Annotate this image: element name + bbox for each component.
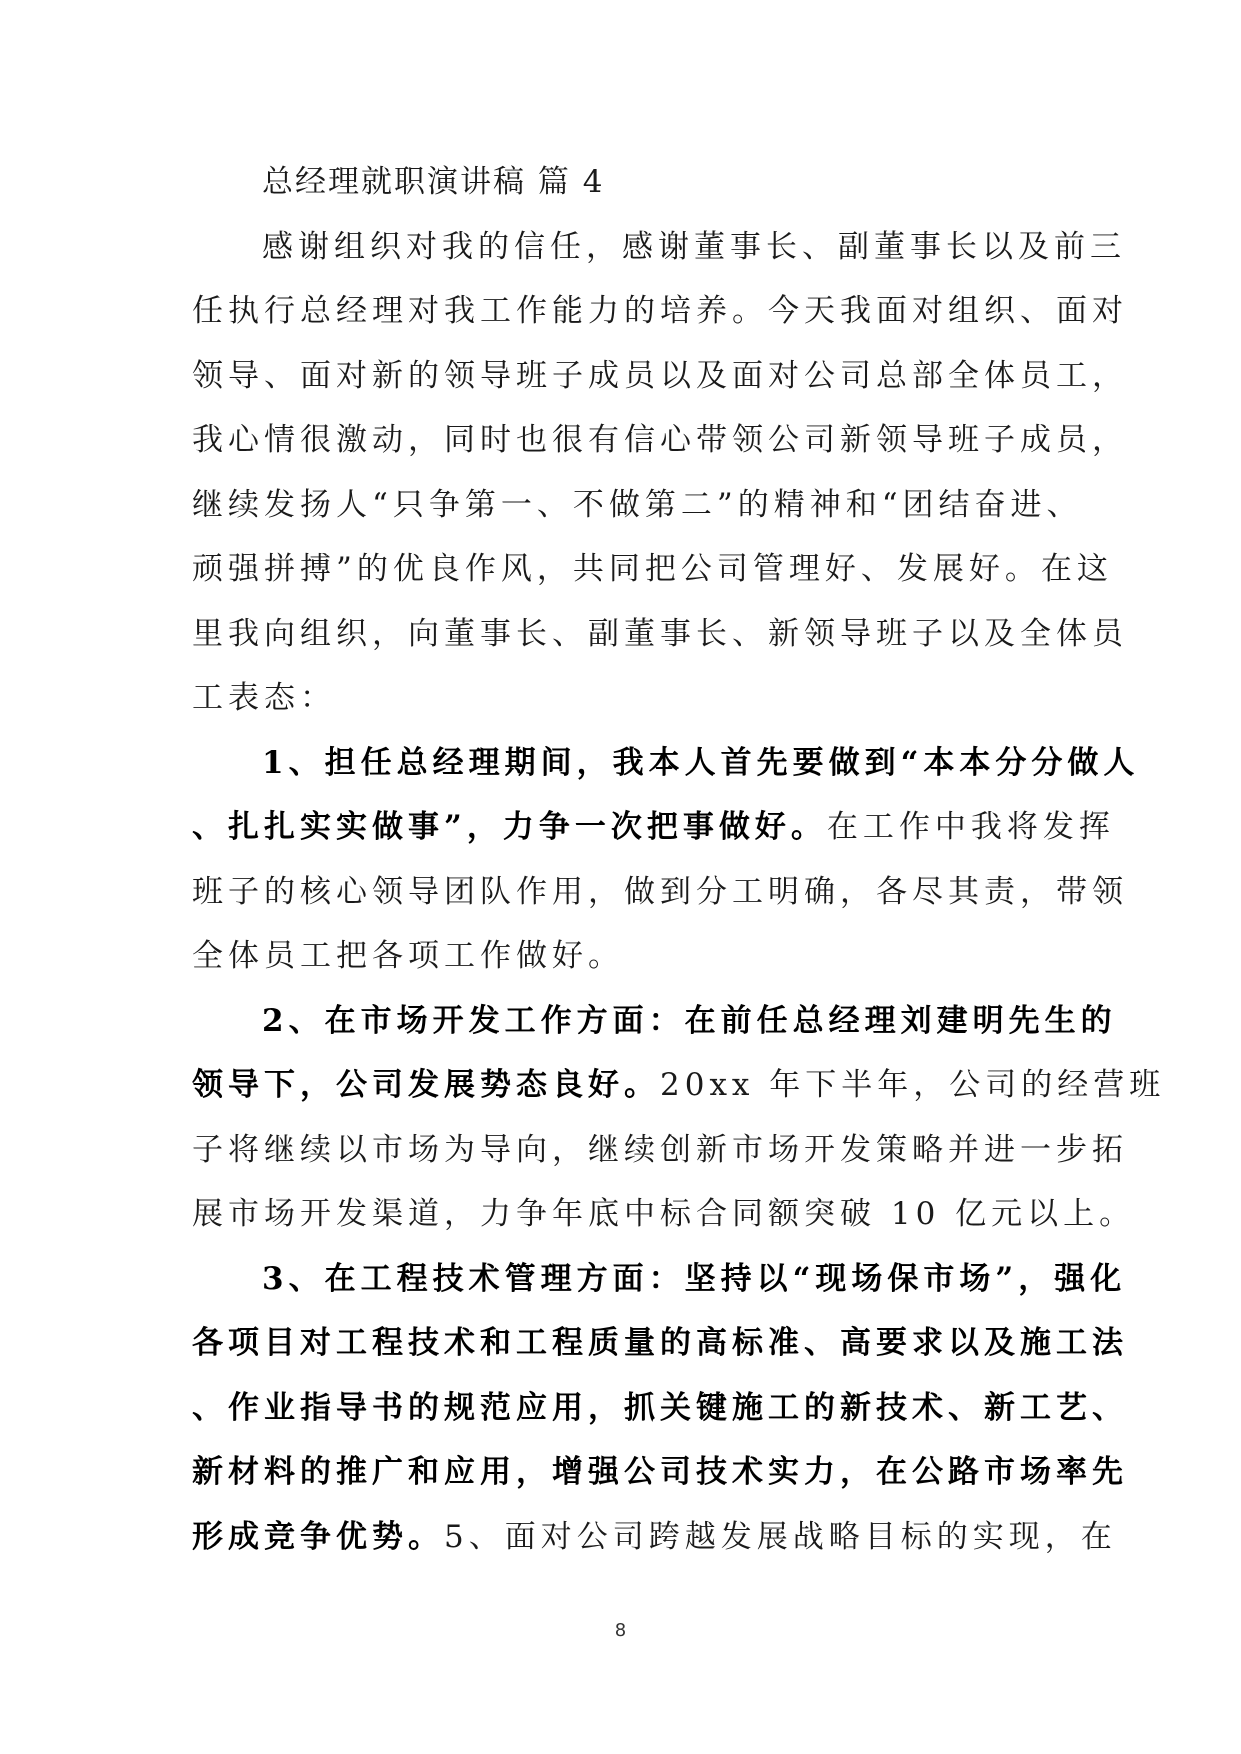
point3-line-4: 新材料的推广和应用，增强公司技术实力，在公路市场率先 (192, 1454, 1128, 1490)
point3-line-5 (192, 1505, 1117, 1570)
intro-line-5: 继续发扬人“只争第一、不做第二”的精神和“团结奋进、 (192, 486, 1083, 523)
point1-line-1: 1、担任总经理期间，我本人首先要做到“本本分分做人 (262, 744, 1140, 781)
intro-line-4: 我心情很激动，同时也很有信心带领公司新领导班子成员， (192, 422, 1128, 458)
point1-bold-fragment: 、扎扎实实做事”，力争一次把事做好。 (192, 809, 827, 845)
point3-bold-fragment: 形成竞争优势。 (192, 1518, 444, 1555)
document-body (192, 150, 1166, 1569)
point3-line-1: 3、在工程技术管理方面：坚持以“现场保市场”，强化 (262, 1260, 1127, 1297)
point3-line-3: 、作业指导书的规范应用，抓关键施工的新技术、新工艺、 (192, 1389, 1128, 1426)
point2-bold-fragment: 领导下，公司发展势态良好。 (192, 1067, 660, 1103)
point1-line-4: 全体员工把各项工作做好。 (192, 938, 624, 974)
point2-line-1: 2、在市场开发工作方面：在前任总经理刘建明先生的 (262, 1002, 1117, 1039)
point3-line-2: 各项目对工程技术和工程质量的高标准、高要求以及施工法 (192, 1325, 1128, 1361)
point2-line-2 (192, 1053, 1166, 1118)
point1-line-2 (192, 795, 1115, 860)
intro-line-7: 里我向组织，向董事长、副董事长、新领导班子以及全体员 (192, 615, 1128, 652)
point3-normal-fragment: 5、面对公司跨越发展战略目标的实现，在 (444, 1518, 1117, 1555)
point1-line-3: 班子的核心领导团队作用，做到分工明确，各尽其责，带领 (192, 873, 1128, 910)
page-number: 8 (614, 1620, 627, 1641)
point2-normal-fragment: 20xx 年下半年，公司的经营班 (660, 1067, 1166, 1103)
intro-line-3: 领导、面对新的领导班子成员以及面对公司总部全体员工， (192, 357, 1128, 394)
intro-line-6: 顽强拼搏”的优良作风，共同把公司管理好、发展好。在这 (192, 551, 1113, 587)
document-title: 总经理就职演讲稿 篇 4 (262, 164, 605, 200)
intro-line-1: 感谢组织对我的信任，感谢董事长、副董事长以及前三 (262, 228, 1126, 265)
point2-line-4: 展市场开发渠道，力争年底中标合同额突破 10 亿元以上。 (192, 1196, 1136, 1232)
intro-line-8: 工表态： (192, 680, 336, 716)
point1-normal-fragment: 在工作中我将发挥 (826, 809, 1115, 845)
intro-line-2: 任执行总经理对我工作能力的培养。今天我面对组织、面对 (192, 293, 1128, 329)
point2-line-3: 子将继续以市场为导向，继续创新市场开发策略并进一步拓 (192, 1131, 1128, 1168)
